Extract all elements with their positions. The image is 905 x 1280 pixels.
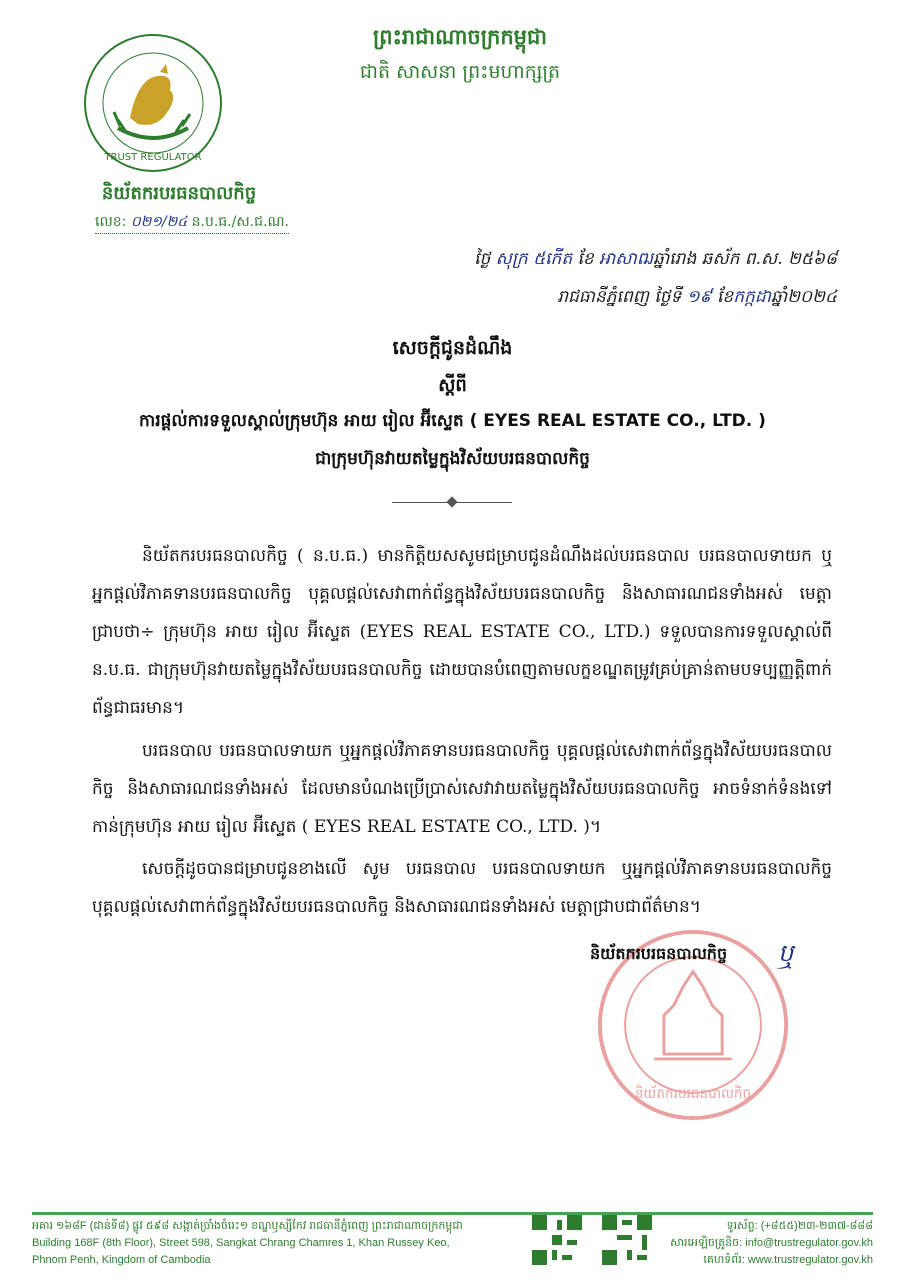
kingdom-heading: ព្រះរាជាណាចក្រកម្ពុជា [372,24,547,49]
notice-title: សេចក្តីជូនដំណឹង [392,337,513,359]
solar-date [557,286,837,311]
lunar-month-label: ខែ [577,249,594,269]
qr-code-icon[interactable] [532,1215,582,1265]
lunar-prefix: ថ្ងៃ [474,249,491,269]
notice-subject-label: ស្តីពី [438,375,467,396]
body-paragraph-1: និយ័តករបរធនបាលកិច្ច ( ន.ប.ធ.) មានកិត្តិយសសូមជម្រាបជូនដំណឹងដល់បរធនបាល បរធនបាលទាយក ឬអ្នកផ្តល់វិភាគទានបរធនបាលកិច្ច បុគ្គលផ្តល់សេវាពាក់ព័ន្ធក្នុងវិស័យបរធនបាលកិច្ច និងសាធារណជនទាំងអស់ មេត្តាជ្រាបថា÷ ក្រុមហ៊ុន អាយ រៀល អ៊ីស្ទេត (EYES REAL ESTATE CO., LTD.) ទទួលបានការទទួលស្គាល់ពី ន.ប.ធ. ជាក្រុមហ៊ុនវាយតម្លៃក្នុងវិស័យបរធនបាលកិច្ច ដោយបានបំពេញតាមលក្ខខណ្ឌតម្រូវគ្រប់គ្រាន់តាមបទប្បញ្ញត្តិពាក់ព័ន្ធជាធរមាន។ [92,546,832,718]
ref-suffix: ន.ប.ធ./ស.ជ.ណ. [191,214,290,230]
trust-regulator-logo [78,28,228,178]
notice-subject-line2: ជាក្រុមហ៊ុនវាយតម្លៃក្នុងវិស័យបរធនបាលកិច្ច [315,449,590,469]
logo-text-en: TRUST REGULATOR [104,152,202,163]
national-motto: ជាតិ សាសនា ព្រះមហាក្សត្រ [359,61,561,83]
logo-org-name: និយ័តករបរធនបាលកិច្ច [101,183,257,204]
signatory-org: និយ័តករបរធនបាលកិច្ច [590,944,728,963]
seal-text: និយ័តករបរធនបាលកិច្ច [634,1085,752,1102]
website-link[interactable]: គេហទំព័រ: www.trustregulator.gov.kh [703,1254,873,1266]
address-en-line2: Phnom Penh, Kingdom of Cambodia [32,1254,211,1266]
lunar-day-handwritten: សុក្រ ៥កើត [495,249,573,269]
address-en-line1: Building 168F (8th Floor), Street 598, Sangkat Chrang Chamres 1, Khan Russey Keo, [32,1237,450,1249]
notice-subject-line1: ការផ្តល់ការទទួលស្គាល់ក្រុមហ៊ុន អាយ រៀល អ៊ីស្ទេត ( EYES REAL ESTATE CO., LTD. ) [139,411,766,431]
email-link[interactable]: សារអេឡិចត្រូនិច: info@trustregulator.gov.kh [670,1237,873,1249]
footer-contact [670,1218,873,1269]
solar-month-label: ខែ [717,287,734,307]
address-kh: អគារ ១៦៨F (ជាន់ទី៨) ផ្លូវ ៥៩៨ សង្កាត់ច្រាំងចំរេះ១ ខណ្ឌឫស្សីកែវ រាជធានីភ្នំពេញ ព្រះរាជាណាចក្រកម្ពុជា [32,1220,463,1232]
body-paragraph-3: សេចក្តីដូចបានជម្រាបជូនខាងលើ សូម បរធនបាល បរធនបាលទាយក ឬអ្នកផ្តល់វិភាគទានបរធនបាលកិច្ច បុគ្គលផ្តល់សេវាពាក់ព័ន្ធក្នុងវិស័យបរធនបាលកិច្ច និងសាធារណជនទាំងអស់ មេត្តាជ្រាបជាព័ត៌មាន។ [92,859,832,917]
lunar-year: ឆ្នាំរោង ឆស័ក ព.ស. ២៥៦៨ [653,249,837,269]
footer-rule [32,1212,873,1215]
ref-label: លេខ: [95,214,127,230]
solar-month-handwritten: កក្កដា [733,287,771,307]
body-paragraph-2: បរធនបាល បរធនបាលទាយក ឬអ្នកផ្តល់វិភាគទានបរធនបាលកិច្ច បុគ្គលផ្តល់សេវាពាក់ព័ន្ធក្នុងវិស័យបរធនបាលកិច្ច និងសាធារណជនទាំងអស់ ដែលមានបំណងប្រើប្រាស់សេវាវាយតម្លៃក្នុងវិស័យបរធនបាលកិច្ច អាចទំនាក់ទំនងទៅកាន់ក្រុមហ៊ុន អាយ រៀល អ៊ីស្ទេត ( EYES REAL ESTATE CO., LTD. )។ [92,741,832,837]
ref-handwritten: ០២១/២៤ [130,214,188,230]
phone: ទូរស័ព្ទ: (+៨៥៥)២៣-២៣៧-៨៨៨ [726,1220,873,1232]
solar-day-handwritten: ១៩ [686,287,712,307]
reference-number [95,212,289,234]
lunar-month-handwritten: អាសាឍ [599,249,654,269]
lunar-date [474,248,837,273]
divider-ornament [446,496,457,507]
footer-address [32,1218,502,1269]
solar-prefix: រាជធានីភ្នំពេញ ថ្ងៃទី [557,287,682,307]
qr-code-icon[interactable] [602,1215,652,1265]
signature: ឬ [778,939,794,967]
solar-year: ឆ្នាំ២០២៤ [771,287,837,307]
